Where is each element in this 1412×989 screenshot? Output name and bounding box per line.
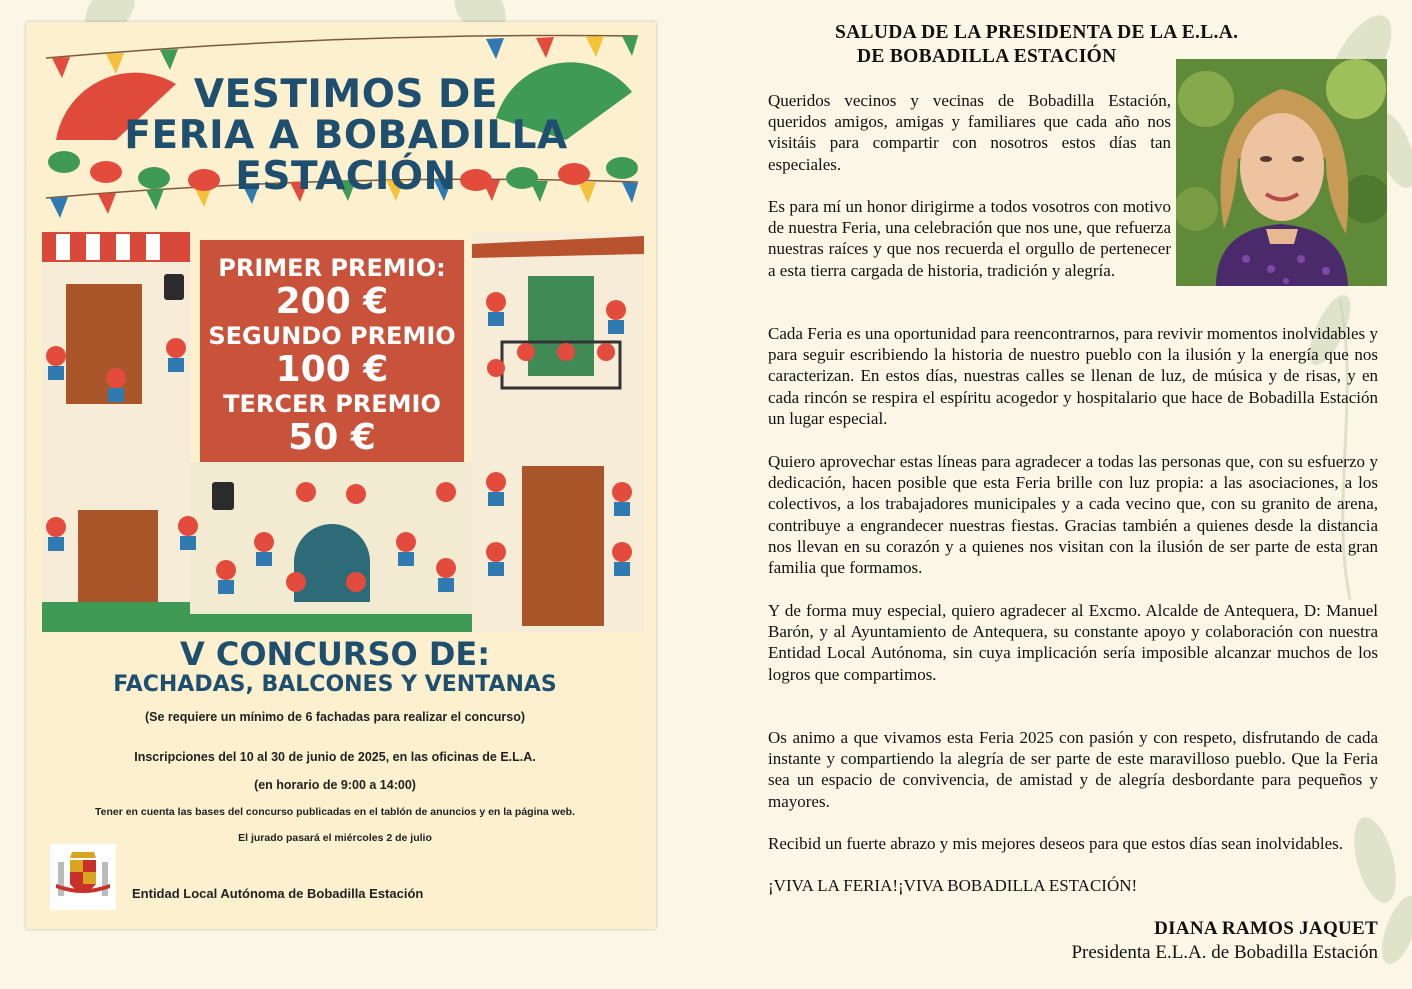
- letter-paragraph-2: Es para mí un honor dirigirme a todos vosotros con motivo de nuestra Feria, una celebración que nos une, que refuerza nuestras raíces y que nos recuerda el orgullo de pertenecer a esta tierra cargada de historia, tradición y alegría.: [768, 197, 1171, 280]
- third-prize-label: TERCER PREMIO: [223, 390, 441, 418]
- letter-paragraph-4: Quiero aprovechar estas líneas para agradecer a todas las personas que, con su esfuerzo y dedicación, hacen posible que esta Feria brille con luz propia: a las asociaciones, a los colectivos, a los trabajadores municipales y a cada vecino que, con su granito de arena, contribuye a engrandecer nuestras fiestas. Gracias también a quienes desde la distancia nos llevan en su corazón y a quienes nos visitan con la ilusión de ser parte de esta gran familia que formamos.: [768, 452, 1378, 578]
- letter-title-line-1: SALUDA DE LA PRESIDENTA DE LA E.L.A.: [835, 22, 1239, 43]
- poster-title: [116, 74, 576, 197]
- letter-paragraph-3: Cada Feria es una oportunidad para reencontrarnos, para revivir momentos inolvidables y para seguir escribiendo la historia de nuestro pueblo con la ilusión y la energía que nos caracterizan. En estos días, nuestras calles se llenan de luz, de música y de risas, y en cada rincón se respira el espíritu acogedor y hospitalario que hace de Bobadilla Estación un lugar especial.: [768, 324, 1378, 428]
- poster-title-line-2: FERIA A BOBADILLA: [124, 113, 568, 158]
- entity-name: Entidad Local Autónoma de Bobadilla Estación: [132, 886, 424, 901]
- first-prize-label: PRIMER PREMIO:: [218, 254, 446, 282]
- third-prize-amount: 50 €: [288, 417, 376, 458]
- poster-title-line-1: VESTIMOS DE: [193, 72, 499, 117]
- letter-closing-cheer: ¡VIVA LA FERIA!¡VIVA BOBADILLA ESTACIÓN!: [768, 876, 1138, 895]
- schedule-note: (en horario de 9:00 a 14:00): [254, 778, 416, 792]
- poster-title-line-3: ESTACIÓN: [235, 154, 457, 199]
- minimum-facades-note: (Se requiere un mínimo de 6 fachadas para realizar el concurso): [145, 710, 525, 724]
- jury-date-note: El jurado pasará el miércoles 2 de julio: [238, 832, 432, 844]
- second-prize-label: SEGUNDO PREMIO: [208, 322, 456, 350]
- contest-bases-note: Tener en cuenta las bases del concurso publicadas en el tablón de anuncios y en la página web.: [94, 806, 576, 818]
- signature-role: Presidenta E.L.A. de Bobadilla Estación: [1071, 942, 1378, 963]
- inscriptions-note: Inscripciones del 10 al 30 de junio de 2025, en las oficinas de E.L.A.: [134, 750, 536, 764]
- signature-name: DIANA RAMOS JAQUET: [1154, 918, 1378, 939]
- president-portrait-photo: [1176, 59, 1387, 286]
- contest-title-line-1: V CONCURSO DE:: [179, 635, 491, 673]
- letter-paragraph-6: Os animo a que vivamos esta Feria 2025 con pasión y con respeto, disfrutando de cada instante y compartiendo la alegría de ser parte de este maravilloso pueblo. Que la Feria sea un espacio de convivencia, de amistad y de alegría desbordante para pequeños y mayores.: [768, 728, 1378, 811]
- letter-title-line-2: DE BOBADILLA ESTACIÓN: [857, 46, 1117, 67]
- letter-paragraph-7: Recibid un fuerte abrazo y mis mejores deseos para que estos días sean inolvidables.: [768, 834, 1343, 853]
- second-prize-amount: 100 €: [275, 349, 389, 390]
- contest-title-line-2: FACHADAS, BALCONES Y VENTANAS: [113, 672, 557, 697]
- first-prize-amount: 200 €: [275, 281, 389, 322]
- letter-paragraph-1: Queridos vecinos y vecinas de Bobadilla Estación, queridos amigos, amigas y familiares que cada año nos visitáis para compartir con nosotros estos días tan especiales.: [768, 91, 1171, 174]
- coat-of-arms-icon: [50, 844, 116, 910]
- letter-paragraph-5: Y de forma muy especial, quiero agradecer al Excmo. Alcalde de Antequera, D: Manuel Barón, y al Ayuntamiento de Antequera, su constante apoyo y colaboración con nuestra Entidad Local Autónoma, sin cuya implicación sería imposible alcanzar muchos de los logros que compartimos.: [768, 601, 1378, 684]
- contest-poster: [26, 22, 656, 929]
- prize-box: [200, 240, 464, 462]
- contest-title: [26, 636, 644, 698]
